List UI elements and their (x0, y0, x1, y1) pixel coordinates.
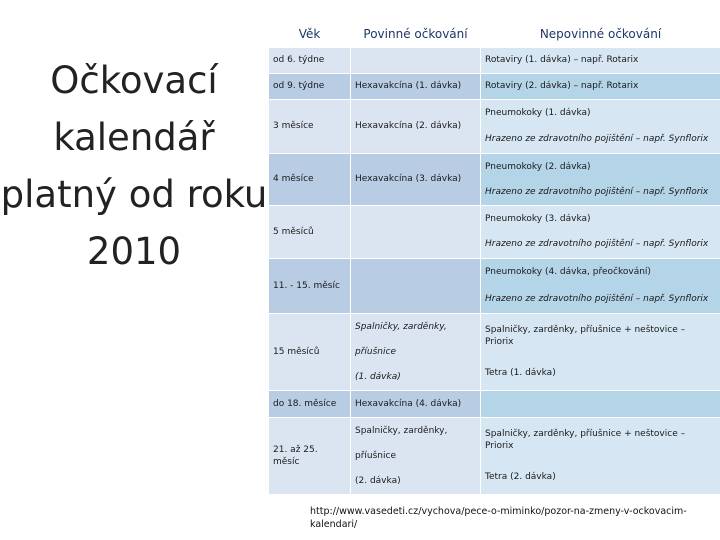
table-row (269, 417, 720, 494)
age-cell: 21. až 25. měsíc (269, 417, 351, 494)
mandatory-line: příušnice (355, 450, 396, 461)
mandatory-cell (351, 258, 481, 313)
optional-line: Pneumokoky (2. dávka) (485, 161, 591, 172)
table-row (269, 390, 720, 417)
header-age: Věk (269, 22, 351, 47)
optional-cell (481, 390, 720, 417)
optional-cell (481, 258, 720, 313)
age-cell: do 18. měsíce (269, 390, 351, 417)
optional-cell (481, 47, 720, 73)
optional-line: Pneumokoky (1. dávka) (485, 108, 591, 118)
age-cell: 11. - 15. měsíc (269, 258, 351, 313)
title-line: 2010 (86, 230, 182, 273)
mandatory-cell (351, 313, 481, 390)
table-row (269, 99, 720, 153)
mandatory-cell (351, 99, 481, 153)
optional-cell (481, 205, 720, 258)
optional-line: Spalničky, zarděnky, příušnice + neštovice – Priorix (485, 428, 686, 451)
mandatory-line: Hexavakcína (2. dávka) (355, 121, 462, 131)
optional-line: Hrazeno ze zdravotního pojištění – např. Synflorix (485, 134, 709, 144)
table-row (269, 313, 720, 390)
header-optional: Nepovinné očkování (481, 22, 720, 47)
mandatory-line: (2. dávka) (355, 475, 401, 486)
optional-line: Tetra (2. dávka) (485, 472, 556, 483)
optional-line: Rotaviry (1. dávka) – např. Rotarix (485, 55, 639, 66)
optional-cell (481, 417, 720, 494)
age-cell: od 9. týdne (269, 73, 351, 99)
optional-cell (481, 99, 720, 153)
page-title (0, 52, 268, 280)
optional-line: Hrazeno ze zdravotního pojištění – např. Synflorix (485, 239, 709, 250)
age-cell: od 6. týdne (269, 47, 351, 73)
table-row (269, 258, 720, 313)
optional-line: Hrazeno ze zdravotního pojištění – např. Synflorix (485, 293, 709, 304)
mandatory-line: Spalničky, zarděnky, (355, 425, 448, 436)
mandatory-cell (351, 47, 481, 73)
title-line: Očkovací (50, 59, 218, 102)
table-row (269, 153, 720, 205)
optional-line: Spalničky, zarděnky, příušnice + neštovice – Priorix (485, 324, 686, 347)
title-line: kalendář (53, 116, 215, 159)
mandatory-cell (351, 390, 481, 417)
optional-line: Hrazeno ze zdravotního pojištění – např. Synflorix (485, 186, 709, 197)
table-row (269, 47, 720, 73)
mandatory-line: (1. dávka) (355, 371, 401, 382)
vaccination-table (268, 22, 720, 495)
mandatory-line: příušnice (355, 346, 396, 357)
mandatory-cell (351, 205, 481, 258)
mandatory-line: Hexavakcína (1. dávka) (355, 81, 462, 91)
mandatory-cell (351, 73, 481, 99)
optional-cell (481, 313, 720, 390)
age-cell: 3 měsíce (269, 99, 351, 153)
optional-line: Rotaviry (2. dávka) – např. Rotarix (485, 81, 639, 91)
mandatory-line: Hexavakcína (4. dávka) (355, 398, 462, 409)
table-row (269, 73, 720, 99)
title-line: platný od roku (0, 173, 268, 216)
optional-cell (481, 73, 720, 99)
table-header-row (269, 22, 720, 47)
optional-cell (481, 153, 720, 205)
age-cell: 4 měsíce (269, 153, 351, 205)
source-link[interactable]: http://www.vasedeti.cz/vychova/pece-o-miminko/pozor-na-zmeny-v-ockovacim-kalendari/ (310, 506, 687, 530)
age-cell: 5 měsíců (269, 205, 351, 258)
optional-line: Tetra (1. dávka) (485, 368, 556, 379)
age-cell: 15 měsíců (269, 313, 351, 390)
mandatory-line: Spalničky, zarděnky, (355, 321, 447, 332)
mandatory-cell (351, 417, 481, 494)
mandatory-cell (351, 153, 481, 205)
mandatory-line: Hexavakcína (3. dávka) (355, 174, 462, 184)
optional-line: Pneumokoky (3. dávka) (485, 213, 591, 224)
table-row (269, 205, 720, 258)
header-mandatory: Povinné očkování (351, 22, 481, 47)
optional-line: Pneumokoky (4. dávka, přeočkování) (485, 267, 651, 278)
